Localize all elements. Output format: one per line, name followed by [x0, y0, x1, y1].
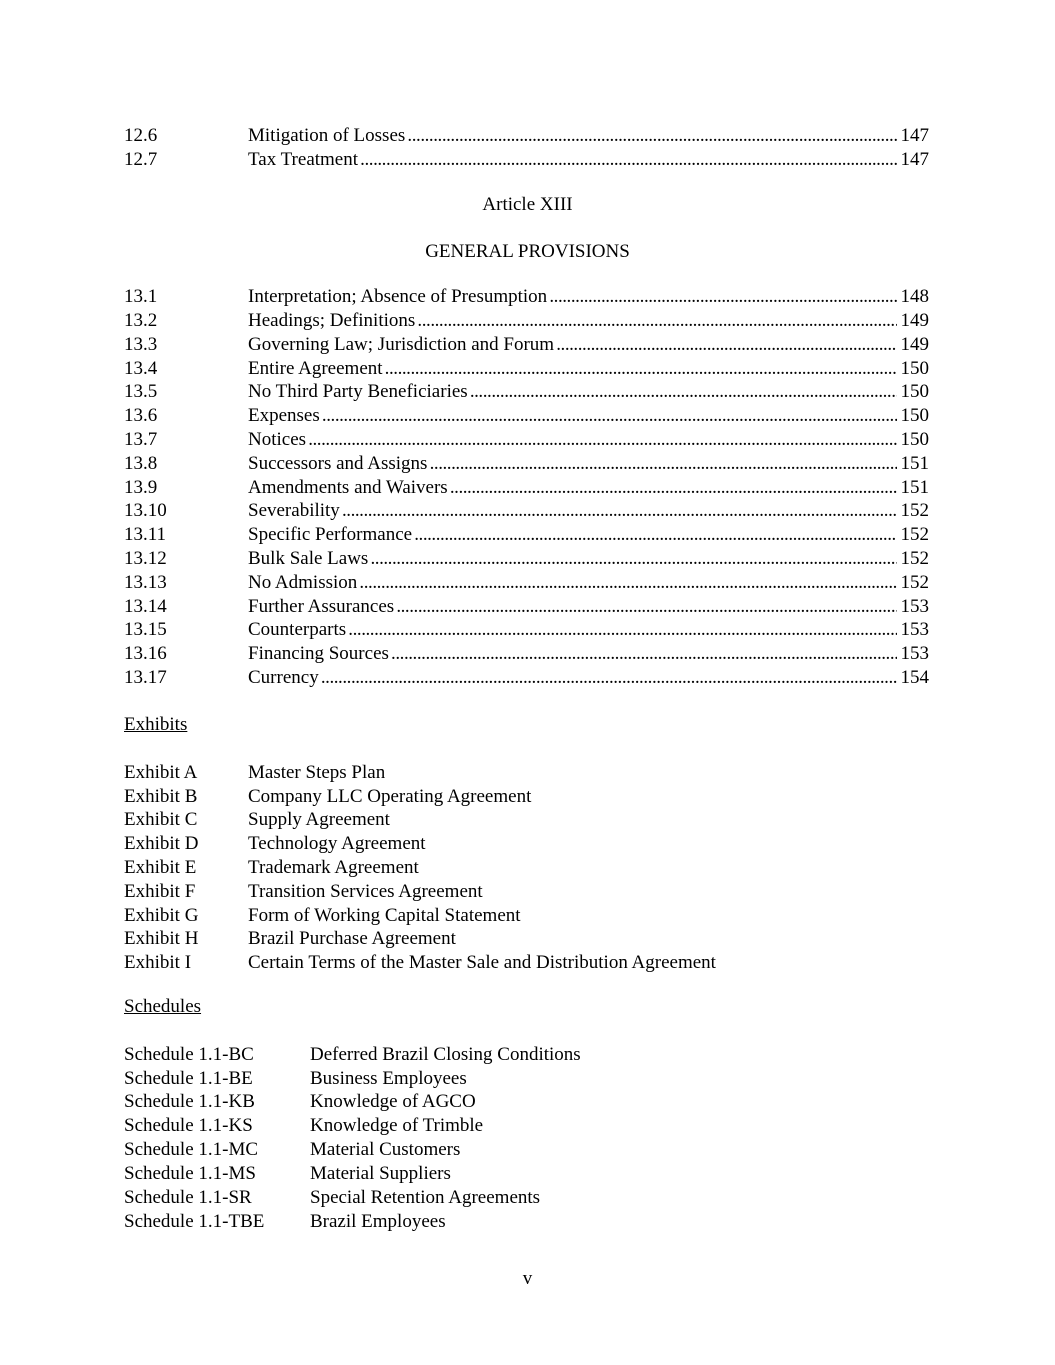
- toc-entry-page: 151: [897, 476, 930, 500]
- toc-entry-number: 13.1: [124, 286, 158, 307]
- exhibits-heading: Exhibits: [124, 714, 188, 735]
- toc-entry-number: 13.6: [124, 405, 158, 426]
- toc-entry[interactable]: [124, 285, 929, 309]
- exhibit-key: Exhibit F: [124, 881, 196, 902]
- toc-entry[interactable]: [124, 642, 929, 666]
- toc-entry-title: Tax Treatment: [248, 149, 359, 170]
- toc-entry-number: 12.7: [124, 149, 158, 170]
- exhibit-title: Brazil Purchase Agreement: [248, 928, 456, 949]
- article-label: Article XIII: [482, 194, 573, 215]
- toc-entry-title: Notices: [248, 429, 307, 450]
- toc-entry-page: 152: [897, 523, 930, 547]
- schedule-title: Material Customers: [310, 1139, 461, 1160]
- toc-entry[interactable]: [124, 666, 929, 690]
- toc-entry-number: 13.3: [124, 334, 158, 355]
- exhibit-key: Exhibit A: [124, 762, 198, 783]
- toc-entry-page: 153: [897, 595, 930, 619]
- schedule-key: Schedule 1.1-TBE: [124, 1211, 265, 1232]
- toc-entry-page: 150: [897, 428, 930, 452]
- toc-entry-page: 150: [897, 404, 930, 428]
- toc-entry-title: Specific Performance: [248, 524, 413, 545]
- exhibit-key: Exhibit B: [124, 786, 198, 807]
- toc-entry[interactable]: [124, 571, 929, 595]
- toc-entry-page: 148: [897, 285, 930, 309]
- schedule-key: Schedule 1.1-KS: [124, 1115, 253, 1136]
- toc-entry-title: Expenses: [248, 405, 320, 426]
- toc-entry-title: Bulk Sale Laws: [248, 548, 369, 569]
- toc-entry[interactable]: [124, 523, 929, 547]
- toc-entry-title: Entire Agreement: [248, 358, 383, 379]
- toc-entry-title: Headings; Definitions: [248, 310, 416, 331]
- toc-entry-title: No Admission: [248, 572, 358, 593]
- toc-entry-number: 13.4: [124, 358, 158, 379]
- exhibit-title: Technology Agreement: [248, 833, 426, 854]
- schedule-title: Special Retention Agreements: [310, 1187, 541, 1208]
- exhibit-title: Company LLC Operating Agreement: [248, 786, 532, 807]
- toc-entry-number: 13.9: [124, 477, 158, 498]
- toc-entry-title: Further Assurances: [248, 596, 395, 617]
- exhibit-title: Trademark Agreement: [248, 857, 419, 878]
- toc-entry-page: 152: [897, 571, 930, 595]
- toc-entry[interactable]: [124, 380, 929, 404]
- toc-entry-page: 152: [897, 547, 930, 571]
- exhibit-title: Master Steps Plan: [248, 762, 386, 783]
- toc-entry[interactable]: [124, 618, 929, 642]
- toc-entry-number: 13.17: [124, 667, 167, 688]
- toc-entry-page: 150: [897, 380, 930, 404]
- toc-entry-title: Counterparts: [248, 619, 347, 640]
- toc-entry-title: Severability: [248, 500, 340, 521]
- toc-entry[interactable]: [124, 404, 929, 428]
- schedule-key: Schedule 1.1-KB: [124, 1091, 255, 1112]
- toc-entry-number: 13.14: [124, 596, 167, 617]
- schedule-title: Knowledge of Trimble: [310, 1115, 484, 1136]
- toc-entry-page: 153: [897, 642, 930, 666]
- toc-entry[interactable]: [124, 357, 929, 381]
- toc-entry-number: 13.16: [124, 643, 167, 664]
- toc-entry-page: 147: [897, 148, 930, 172]
- page-number: v: [522, 1268, 533, 1289]
- schedule-title: Business Employees: [310, 1068, 467, 1089]
- schedule-key: Schedule 1.1-MC: [124, 1139, 259, 1160]
- toc-entry-number: 13.5: [124, 381, 158, 402]
- exhibit-key: Exhibit I: [124, 952, 192, 973]
- toc-entry-page: 153: [897, 618, 930, 642]
- schedule-key: Schedule 1.1-BC: [124, 1044, 254, 1065]
- toc-entry-number: 13.8: [124, 453, 158, 474]
- toc-entry-page: 154: [897, 666, 930, 690]
- schedule-title: Deferred Brazil Closing Conditions: [310, 1044, 581, 1065]
- toc-entry[interactable]: [124, 452, 929, 476]
- toc-entry-title: Successors and Assigns: [248, 453, 428, 474]
- toc-entry[interactable]: [124, 333, 929, 357]
- toc-entry-title: Financing Sources: [248, 643, 389, 664]
- exhibit-key: Exhibit G: [124, 905, 199, 926]
- schedule-key: Schedule 1.1-SR: [124, 1187, 252, 1208]
- toc-entry[interactable]: [124, 476, 929, 500]
- toc-entry-number: 13.12: [124, 548, 167, 569]
- toc-entry[interactable]: [124, 309, 929, 333]
- toc-entry-number: 13.7: [124, 429, 158, 450]
- exhibit-key: Exhibit D: [124, 833, 199, 854]
- toc-entry[interactable]: [124, 148, 929, 172]
- toc-entry-title: No Third Party Beneficiaries: [248, 381, 468, 402]
- toc-entry-page: 152: [897, 499, 930, 523]
- toc-entry-page: 149: [897, 333, 930, 357]
- schedule-key: Schedule 1.1-MS: [124, 1163, 256, 1184]
- toc-entry-number: 13.15: [124, 619, 167, 640]
- exhibit-key: Exhibit H: [124, 928, 199, 949]
- toc-entry[interactable]: [124, 124, 929, 148]
- article-title: GENERAL PROVISIONS: [425, 241, 630, 262]
- toc-entry[interactable]: [124, 595, 929, 619]
- toc-entry-page: 150: [897, 357, 930, 381]
- toc-entry-title: Mitigation of Losses: [248, 125, 406, 146]
- toc-entry-title: Currency: [248, 667, 319, 688]
- exhibit-title: Supply Agreement: [248, 809, 390, 830]
- toc-entry-title: Amendments and Waivers: [248, 477, 448, 498]
- toc-entry-title: Interpretation; Absence of Presumption: [248, 286, 548, 307]
- toc-entry-page: 151: [897, 452, 930, 476]
- exhibit-title: Transition Services Agreement: [248, 881, 483, 902]
- schedules-heading: Schedules: [124, 996, 202, 1017]
- toc-entry-title: Governing Law; Jurisdiction and Forum: [248, 334, 555, 355]
- toc-entry-number: 13.11: [124, 524, 167, 545]
- schedule-title: Brazil Employees: [310, 1211, 446, 1232]
- exhibit-title: Form of Working Capital Statement: [248, 905, 521, 926]
- toc-entry-number: 12.6: [124, 125, 158, 146]
- toc-entry-number: 13.10: [124, 500, 167, 521]
- schedule-title: Material Suppliers: [310, 1163, 451, 1184]
- toc-entry[interactable]: [124, 547, 929, 571]
- toc-entry-page: 149: [897, 309, 930, 333]
- toc-entry-number: 13.2: [124, 310, 158, 331]
- toc-entry[interactable]: [124, 499, 929, 523]
- exhibit-key: Exhibit E: [124, 857, 197, 878]
- toc-entry-page: 147: [897, 124, 930, 148]
- schedule-key: Schedule 1.1-BE: [124, 1068, 253, 1089]
- schedule-title: Knowledge of AGCO: [310, 1091, 476, 1112]
- toc-entry[interactable]: [124, 428, 929, 452]
- exhibit-key: Exhibit C: [124, 809, 198, 830]
- exhibit-title: Certain Terms of the Master Sale and Distribution Agreement: [248, 952, 716, 973]
- toc-entry-number: 13.13: [124, 572, 167, 593]
